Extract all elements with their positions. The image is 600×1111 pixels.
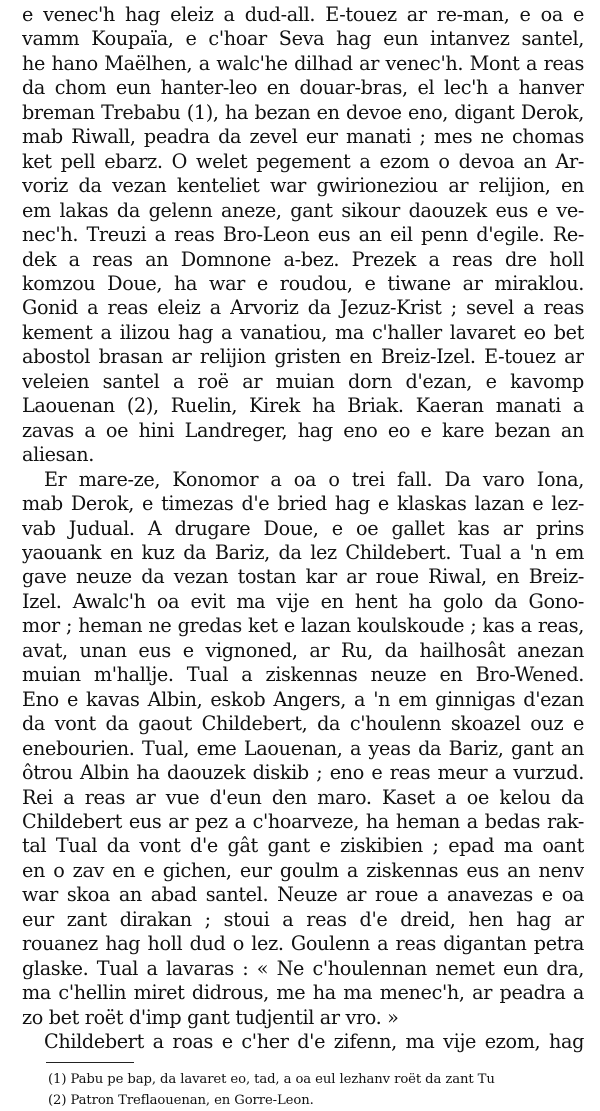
- text-line: glaske. Tual a lavaras : « Ne c'houlennan nemet eun dra,: [22, 956, 584, 980]
- text-line: ket pell ebarz. O welet pegement a ezom o devoa an Ar-: [22, 149, 584, 173]
- text-line: kement a ilizou hag a vanatiou, ma c'haller lavaret eo bet: [22, 320, 584, 344]
- text-line: zo bet roët d'imp gant tudjentil ar vro. »: [22, 1005, 399, 1029]
- text-line: mab Derok, e timezas d'e bried hag e klaskas lazan e lez-: [22, 492, 584, 516]
- paragraph-3: [22, 1030, 584, 1054]
- text-line: vamm Koupaïa, e c'hoar Seva hag eun intanvez santel,: [22, 27, 584, 51]
- text-line: ma c'hellin miret didrous, me ha ma menec'h, ar peadra a: [22, 981, 584, 1005]
- text-line: Childebert eus ar pez a c'hoarveze, ha heman a bedas rak-: [22, 809, 584, 833]
- text-line: war skoa an abad santel. Neuze ar roue a anavezas e oa: [22, 883, 584, 907]
- text-line: zavas a oe hini Landreger, hag eno eo e kare bezan an: [22, 418, 584, 442]
- text-line: enebourien. Tual, eme Laouenan, a yeas da Bariz, gant an: [22, 736, 584, 760]
- text-line: da chom eun hanter-leo en douar-bras, el lec'h a hanver: [22, 76, 584, 100]
- text-line: Gonid a reas eleiz a Arvoriz da Jezuz-Krist ; sevel a reas: [22, 296, 584, 320]
- text-line: breman Trebabu (1), ha bezan en devoe eno, digant Derok,: [22, 100, 584, 124]
- footnotes: [22, 1069, 584, 1111]
- text-line: em lakas da gelenn aneze, gant sikour daouzek eus e ve-: [22, 198, 584, 222]
- text-line: Izel. Awalc'h oa evit ma vije en hent ha golo da Gono-: [22, 589, 584, 613]
- text-line: da vont da gaout Childebert, da c'houlenn skoazel ouz e: [22, 712, 584, 736]
- text-line: eur zant dirakan ; stoui a reas d'e dreid, hen hag ar: [22, 907, 584, 931]
- text-line: yaouank en kuz da Bariz, da lez Childebert. Tual a 'n em: [22, 540, 584, 564]
- text-line: aliesan.: [22, 443, 95, 467]
- text-line: Childebert a roas e c'her d'e zifenn, ma vije ezom, hag: [44, 1030, 584, 1054]
- footnote-1: (1) Pabu pe bap, da lavaret eo, tad, a oa eul lezhanv roët da zant Tu: [48, 1072, 495, 1088]
- text-line: voriz da vezan kenteliet war gwirioneziou ar relijion, en: [22, 174, 584, 198]
- body-text: [22, 3, 584, 1054]
- paragraph-2: [22, 468, 584, 1030]
- text-line: he hano Maëlhen, a walc'he dilhad ar venec'h. Mont a reas: [22, 51, 584, 75]
- text-line: tal Tual da vont d'e gât gant e ziskibien ; epad ma oant: [22, 834, 584, 858]
- text-line: nec'h. Treuzi a reas Bro-Leon eus an eil penn d'egile. Re-: [22, 223, 584, 247]
- text-line: Laouenan (2), Ruelin, Kirek ha Briak. Kaeran manati a: [22, 394, 584, 418]
- text-line: gave neuze da vezan tostan kar ar roue Riwal, en Breiz-: [22, 565, 584, 589]
- paragraph-1: [22, 3, 584, 468]
- text-line: mab Riwall, peadra da zevel eur manati ; mes ne chomas: [22, 125, 584, 149]
- text-line: vab Judual. A drugare Doue, e oe gallet kas ar prins: [22, 516, 584, 540]
- text-line: komzou Doue, ha war e roudou, e tiwane ar miraklou.: [22, 271, 584, 295]
- text-line: dek a reas an Domnone a-bez. Prezek a reas dre holl: [22, 247, 584, 271]
- text-line: abostol brasan ar relijion gristen en Breiz-Izel. E-touez ar: [22, 345, 584, 369]
- text-line: Er mare-ze, Konomor a oa o trei fall. Da varo Iona,: [44, 467, 584, 491]
- text-line: muian m'hallje. Tual a ziskennas neuze en Bro-Wened.: [22, 663, 584, 687]
- text-line: ôtrou Albin ha daouzek diskib ; eno e reas meur a vurzud.: [22, 761, 584, 785]
- text-line: mor ; heman ne gredas ket e lazan koulskoude ; kas a reas,: [22, 614, 584, 638]
- text-line: Rei a reas ar vue d'eun den maro. Kaset a oe kelou da: [22, 785, 584, 809]
- text-line: avat, unan eus e vignoned, ar Ru, da hailhosât anezan: [22, 638, 584, 662]
- text-line: e venec'h hag eleiz a dud-all. E-touez ar re-man, e oa e: [22, 3, 584, 26]
- text-line: en o zav en e gichen, eur goulm a ziskennas eus an nenv: [22, 858, 584, 882]
- text-line: rouanez hag holl dud o lez. Goulenn a reas digantan petra: [22, 932, 584, 956]
- footnote-divider: [46, 1062, 134, 1063]
- text-line: veleien santel a roë ar muian dorn d'ezan, e kavomp: [22, 369, 584, 393]
- footnote-2: (2) Patron Treflaouenan, en Gorre-Leon.: [48, 1093, 314, 1109]
- text-line: Eno e kavas Albin, eskob Angers, a 'n em ginnigas d'ezan: [22, 687, 584, 711]
